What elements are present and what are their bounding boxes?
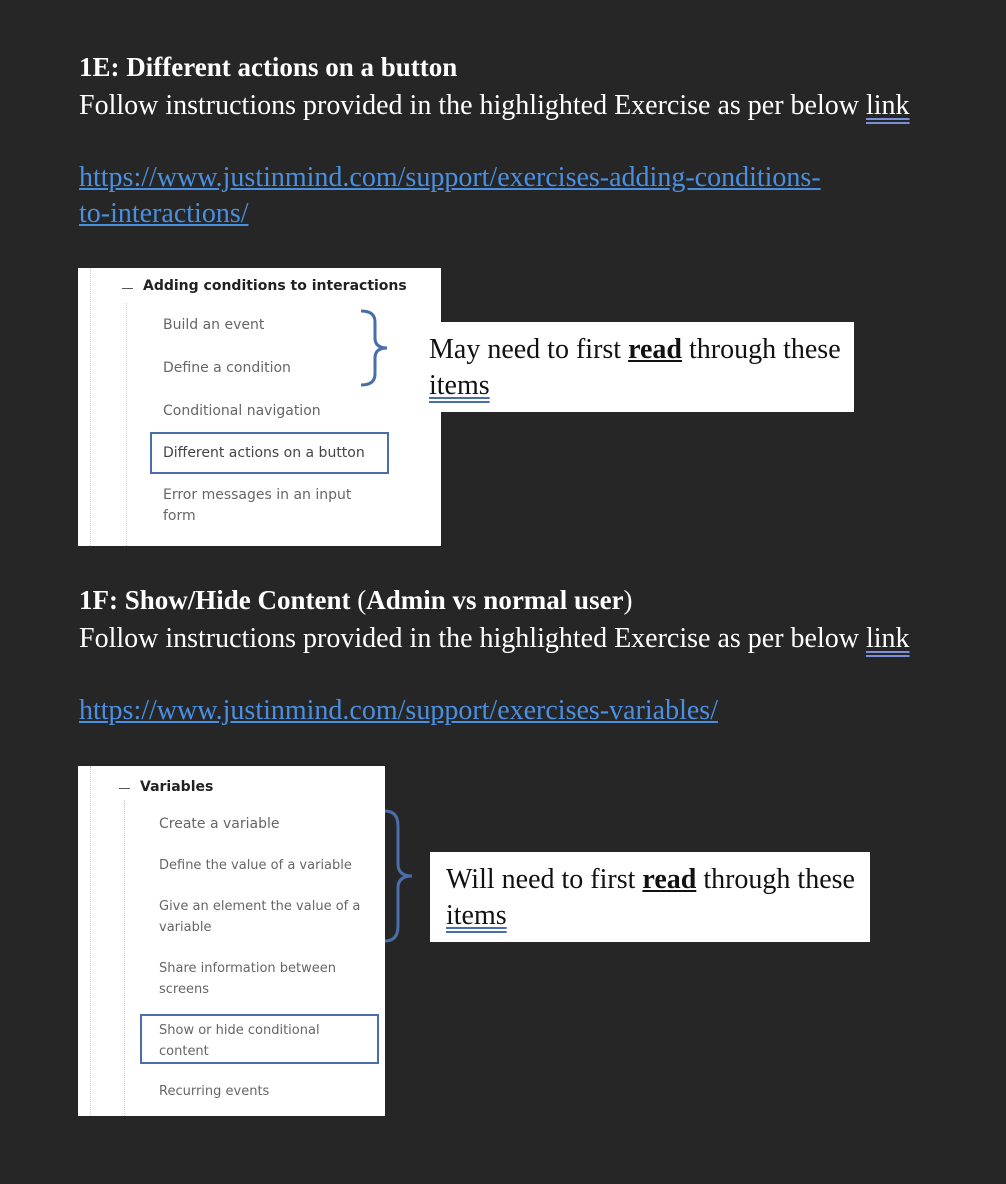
curly-brace-icon <box>382 808 418 944</box>
list-item[interactable]: Create a variable <box>159 816 280 832</box>
collapse-icon[interactable] <box>122 288 133 289</box>
list-item[interactable]: Conditional navigation <box>163 403 321 419</box>
list-item[interactable]: Build an event <box>163 317 265 333</box>
section-1f-url[interactable]: https://www.justinmind.com/support/exercises-variables/ <box>79 695 718 726</box>
title-subtitle: Admin vs normal user <box>366 585 624 615</box>
callout-note-1 <box>412 322 854 412</box>
tree-guide-line <box>126 303 127 546</box>
list-item[interactable]: Give an element the value of a variable <box>159 899 361 935</box>
panel-header[interactable]: Adding conditions to interactions <box>143 278 407 294</box>
instruction-text: Follow instructions provided in the highlighted Exercise as per below <box>79 623 866 654</box>
link-word[interactable]: link <box>865 90 910 121</box>
panel-header[interactable]: Variables <box>140 779 214 795</box>
link-word[interactable]: link <box>865 623 910 654</box>
list-item[interactable]: Error messages in an input form <box>163 487 352 524</box>
title-main: 1F: Show/Hide Content <box>79 585 351 615</box>
exercise-panel-variables <box>78 766 385 1116</box>
callout-text-part: Will need to first <box>446 864 643 895</box>
tree-guide-line <box>90 766 91 1116</box>
section-1f-title <box>79 585 633 616</box>
list-item-highlighted[interactable]: Show or hide conditional content <box>159 1023 320 1059</box>
instruction-text: Follow instructions provided in the highlighted Exercise as per below <box>79 90 866 121</box>
callout-text <box>446 862 866 934</box>
title-paren: ) <box>623 585 633 615</box>
list-item[interactable]: Share information between screens <box>159 961 337 997</box>
section-1f-instruction <box>79 621 959 657</box>
list-item-highlighted[interactable]: Different actions on a button <box>163 445 365 461</box>
section-1e-title: 1E: Different actions on a button <box>79 52 458 82</box>
callout-underlined-word: items <box>446 900 507 931</box>
section-1e-url[interactable]: https://www.justinmind.com/support/exercises-adding-conditions-to-interactions/ <box>79 162 821 229</box>
callout-text-part: through these <box>681 334 841 365</box>
list-item[interactable]: Define the value of a variable <box>159 858 352 873</box>
list-item[interactable]: Define a condition <box>163 360 291 376</box>
callout-underlined-word: items <box>429 370 490 401</box>
section-1e-instruction <box>79 88 959 124</box>
callout-bold-word: read <box>642 864 697 895</box>
callout-text-part: May need to first <box>429 334 629 365</box>
list-item[interactable]: Recurring events <box>159 1084 270 1099</box>
callout-note-2 <box>430 852 870 942</box>
callout-bold-word: read <box>628 334 682 365</box>
callout-text-part: through these <box>696 864 855 895</box>
curly-brace-icon <box>357 308 393 388</box>
tree-guide-line <box>124 800 125 1116</box>
title-paren: ( <box>350 585 367 615</box>
collapse-icon[interactable] <box>119 788 130 789</box>
tree-guide-line <box>90 268 91 546</box>
callout-text <box>429 332 849 404</box>
